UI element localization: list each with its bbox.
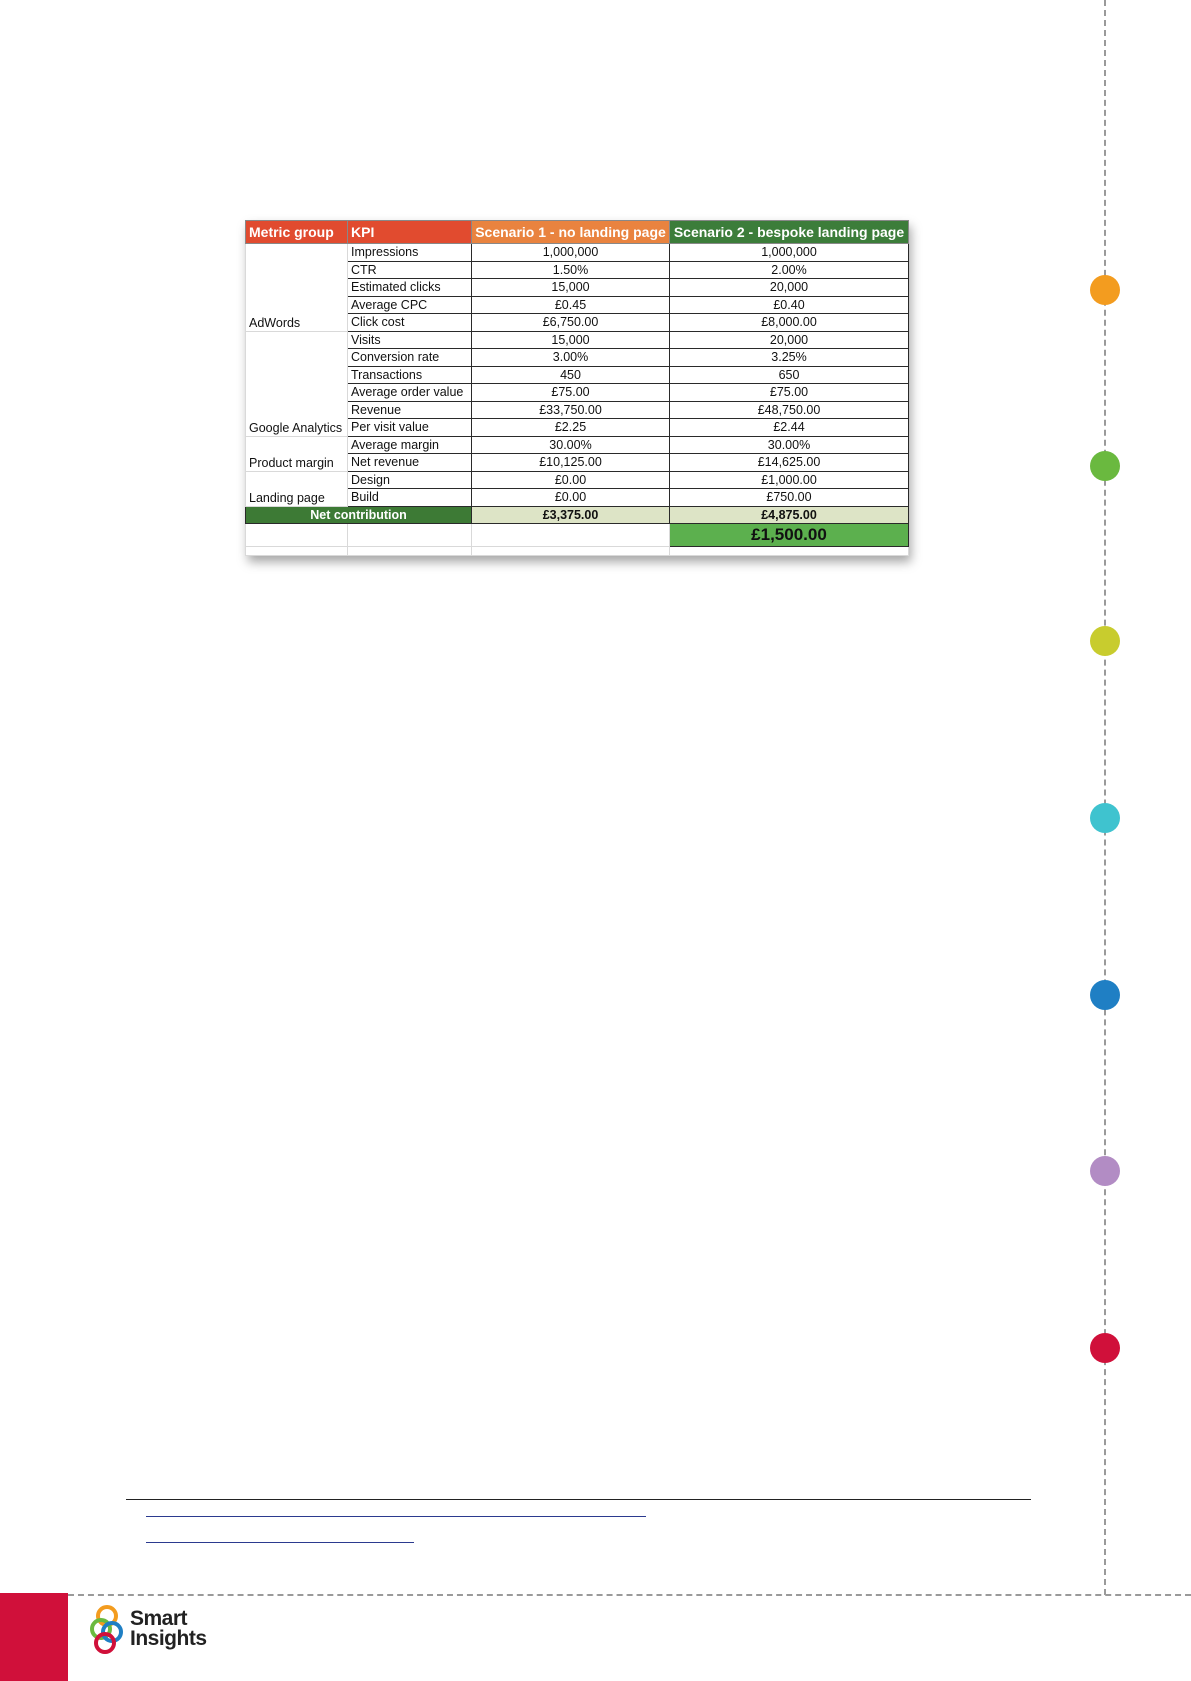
metric-group-cell [246,349,348,367]
metric-group-cell: Landing page [246,489,348,507]
empty-cell [348,524,472,547]
table-row [246,279,909,297]
scenario-2-value: £2.44 [670,419,909,437]
scenario-1-value: £75.00 [472,384,670,402]
metric-group-cell [246,384,348,402]
table-row [246,471,909,489]
blank-row [246,547,909,556]
smart-insights-logo [90,1604,207,1654]
timeline-dot [1090,626,1120,656]
net-contribution-s2: £4,875.00 [670,506,909,524]
table-row [246,454,909,472]
net-contribution-s1: £3,375.00 [472,506,670,524]
scenario-1-value: £33,750.00 [472,401,670,419]
scenario-2-value: £750.00 [670,489,909,507]
empty-cell [246,524,348,547]
scenario-1-value: 15,000 [472,279,670,297]
kpi-cell: Design [348,471,472,489]
footer-accent-block [0,1593,68,1681]
timeline-dot [1090,451,1120,481]
table-row [246,401,909,419]
kpi-cell: Net revenue [348,454,472,472]
metric-group-cell: Google Analytics [246,419,348,437]
scenario-2-value: 650 [670,366,909,384]
scenario-1-value: 1.50% [472,261,670,279]
kpi-cell: Estimated clicks [348,279,472,297]
header-metric-group: Metric group [246,221,348,244]
metric-group-cell: AdWords [246,314,348,332]
kpi-cell: Average order value [348,384,472,402]
logo-line-2: Insights [130,1627,207,1650]
empty-cell [472,547,670,556]
metric-group-cell [246,279,348,297]
table-row [246,489,909,507]
scenario-2-value: 1,000,000 [670,244,909,262]
kpi-cell: CTR [348,261,472,279]
empty-cell [348,547,472,556]
footnote-link-2[interactable] [146,1542,414,1543]
difference-value: £1,500.00 [670,524,909,547]
timeline-dot [1090,803,1120,833]
table-row [246,314,909,332]
metric-group-cell: Product margin [246,454,348,472]
scenario-1-value: 15,000 [472,331,670,349]
metric-group-cell [246,401,348,419]
timeline-dot [1090,980,1120,1010]
table-row [246,296,909,314]
scenario-1-value: £0.00 [472,489,670,507]
scenario-2-value: £1,000.00 [670,471,909,489]
scenario-2-value: £75.00 [670,384,909,402]
logo-line-1: Smart [130,1607,188,1630]
table-row [246,366,909,384]
metric-group-cell [246,331,348,349]
metric-group-cell [246,471,348,489]
kpi-cell: Average CPC [348,296,472,314]
net-contribution-row [246,506,909,524]
empty-cell [670,547,909,556]
scenario-2-value: £8,000.00 [670,314,909,332]
net-contribution-label: Net contribution [246,506,472,524]
metric-group-cell [246,436,348,454]
header-scenario-2: Scenario 2 - bespoke landing page [670,221,909,244]
scenario-1-value: 1,000,000 [472,244,670,262]
scenario-2-value: 20,000 [670,279,909,297]
footnote-rule [126,1499,1031,1500]
kpi-table [245,220,908,556]
metric-group-cell [246,366,348,384]
footnote-link-1[interactable] [146,1516,646,1517]
scenario-2-value: £14,625.00 [670,454,909,472]
scenario-1-value: £0.00 [472,471,670,489]
kpi-cell: Visits [348,331,472,349]
scenario-1-value: 450 [472,366,670,384]
scenario-2-value: 30.00% [670,436,909,454]
kpi-cell: Transactions [348,366,472,384]
table-row [246,349,909,367]
table-row [246,261,909,279]
scenario-1-value: 3.00% [472,349,670,367]
header-scenario-1: Scenario 1 - no landing page [472,221,670,244]
empty-cell [246,547,348,556]
kpi-cell: Conversion rate [348,349,472,367]
scenario-1-value: 30.00% [472,436,670,454]
kpi-cell: Revenue [348,401,472,419]
difference-row [246,524,909,547]
footer-dashed-rule [68,1594,1191,1596]
kpi-cell: Impressions [348,244,472,262]
scenario-2-value: £48,750.00 [670,401,909,419]
scenario-1-value: £10,125.00 [472,454,670,472]
kpi-cell: Per visit value [348,419,472,437]
scenario-1-value: £0.45 [472,296,670,314]
scenario-2-value: 3.25% [670,349,909,367]
header-kpi: KPI [348,221,472,244]
metric-group-cell [246,244,348,262]
table-row [246,419,909,437]
scenario-1-value: £2.25 [472,419,670,437]
timeline-dot [1090,275,1120,305]
table-row [246,331,909,349]
kpi-cell: Build [348,489,472,507]
timeline-dot [1090,1333,1120,1363]
kpi-cell: Average margin [348,436,472,454]
scenario-2-value: 2.00% [670,261,909,279]
scenario-2-value: 20,000 [670,331,909,349]
table-row [246,384,909,402]
scenario-2-value: £0.40 [670,296,909,314]
table-row [246,244,909,262]
table-row [246,436,909,454]
table-header-row [246,221,909,244]
empty-cell [472,524,670,547]
kpi-cell: Click cost [348,314,472,332]
logo-icon [90,1604,124,1654]
metric-group-cell [246,296,348,314]
scenario-1-value: £6,750.00 [472,314,670,332]
timeline-dot [1090,1156,1120,1186]
metric-group-cell [246,261,348,279]
